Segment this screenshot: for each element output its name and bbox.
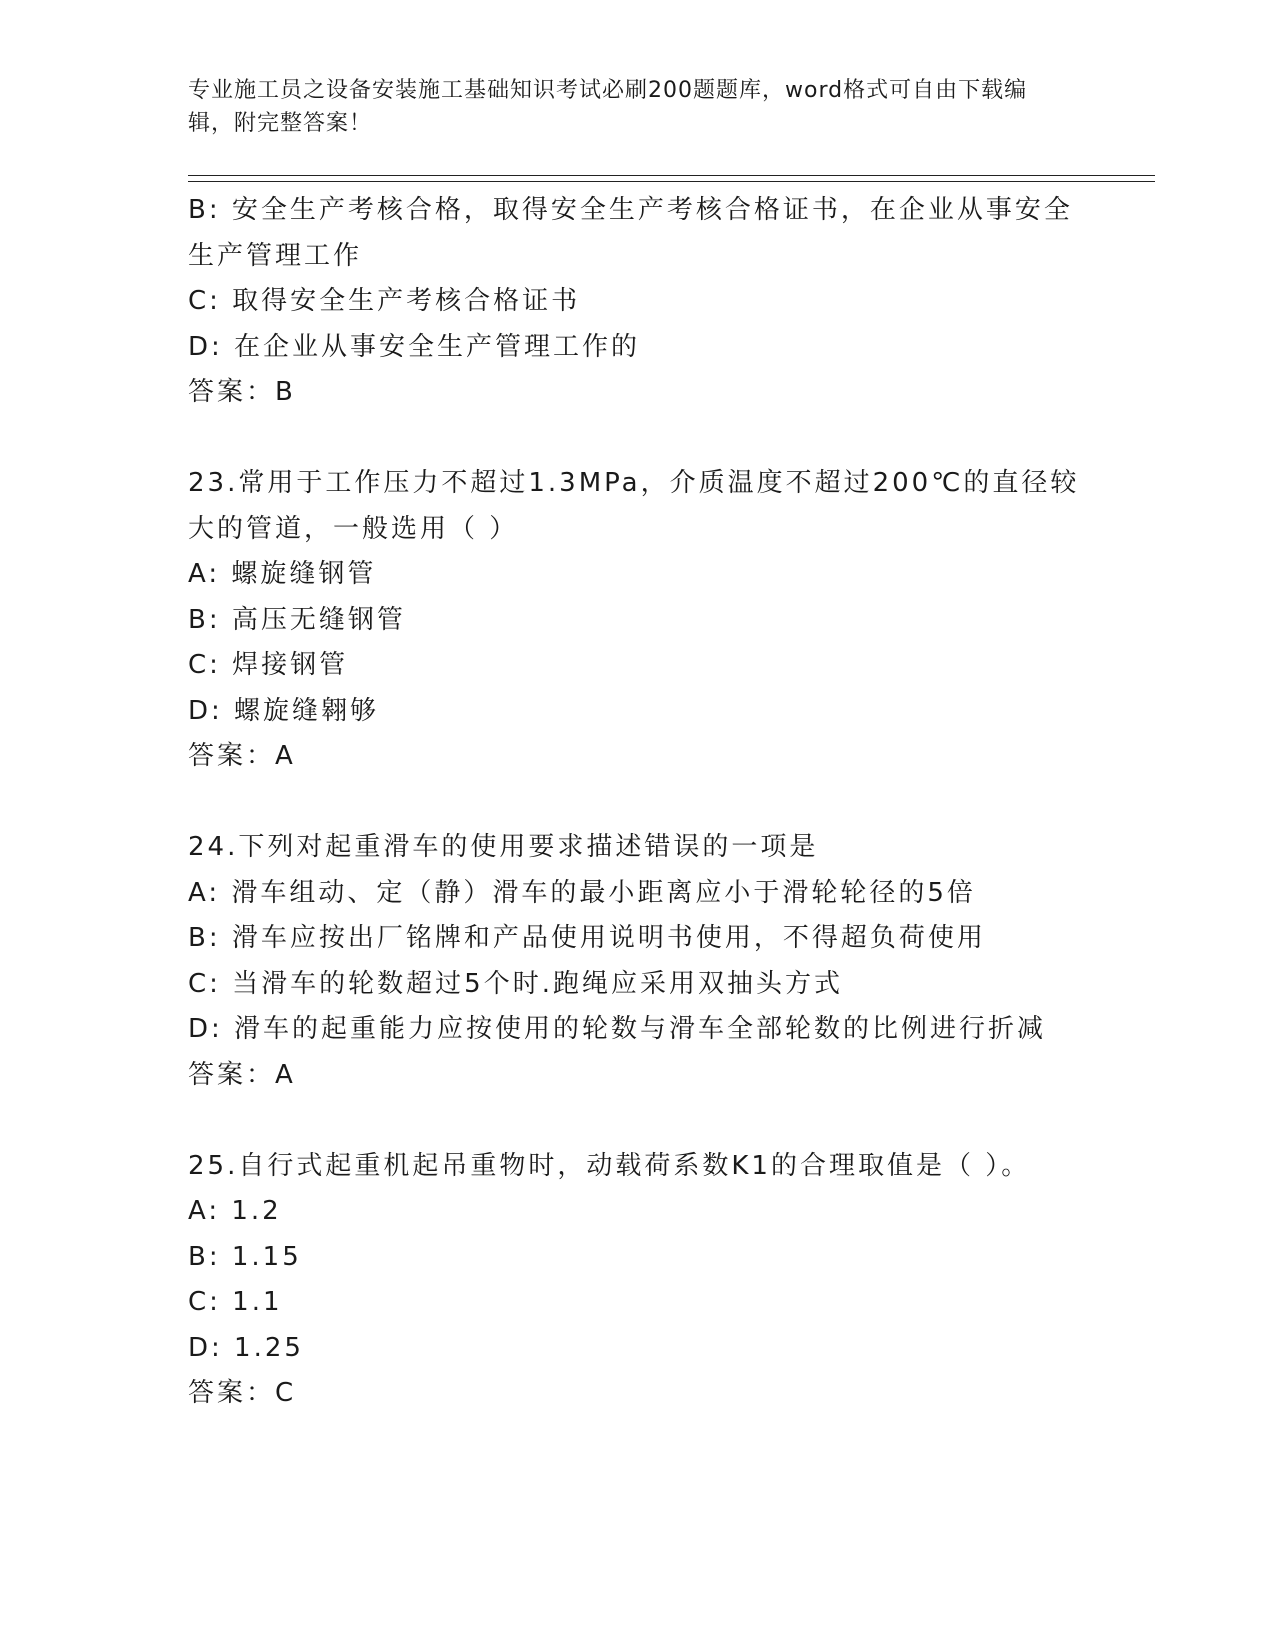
option-a: A: 1.2: [188, 1196, 282, 1226]
option-c: C: 1.1: [188, 1287, 283, 1317]
spacer: [188, 780, 1088, 826]
document-body: [188, 188, 1088, 1417]
answer-line: 答案：C: [188, 1378, 297, 1408]
option-d: D: 螺旋缝翱够: [188, 695, 380, 726]
document-header: 专业施工员之设备安装施工基础知识考试必刷200题题库，word格式可自由下载编辑，附完整答案！: [188, 78, 1028, 136]
question-24: [188, 825, 1088, 1098]
option-d: D: 滑车的起重能力应按使用的轮数与滑车全部轮数的比例进行折减: [188, 1014, 1047, 1044]
answer-line: 答案：B: [188, 377, 296, 407]
option-b: B: 高压无缝钢管: [188, 604, 406, 635]
answer-line: 答案：A: [188, 741, 296, 771]
question-stem: 23.常用于工作压力不超过1.3MPa，介质温度不超过200℃的直径较大的管道，一般选用（ ）: [188, 468, 1080, 544]
spacer: [188, 1098, 1088, 1144]
option-b: B: 安全生产考核合格，取得安全生产考核合格证书，在企业从事安全生产管理工作: [188, 195, 1073, 271]
header-rule-bottom: [188, 181, 1155, 182]
question-stem: 24.下列对起重滑车的使用要求描述错误的一项是: [188, 832, 819, 862]
header-rule-top: [188, 175, 1155, 176]
option-a: A: 螺旋缝钢管: [188, 559, 377, 589]
option-c: C: 取得安全生产考核合格证书: [188, 286, 581, 316]
question-stem: 25.自行式起重机起吊重物时，动载荷系数K1的合理取值是（ ）。: [188, 1150, 1031, 1181]
spacer: [188, 416, 1088, 462]
option-c: C: 当滑车的轮数超过5个时.跑绳应采用双抽头方式: [188, 968, 843, 999]
question-23: [188, 461, 1088, 780]
option-d: D: 在企业从事安全生产管理工作的: [188, 331, 641, 362]
option-b: B: 1.15: [188, 1241, 302, 1272]
question-25: [188, 1144, 1088, 1417]
answer-line: 答案：A: [188, 1059, 296, 1090]
question-22-continued: [188, 188, 1088, 416]
option-b: B: 滑车应按出厂铭牌和产品使用说明书使用，不得超负荷使用: [188, 923, 986, 953]
option-a: A: 滑车组动、定（静）滑车的最小距离应小于滑轮轮径的5倍: [188, 877, 976, 908]
option-d: D: 1.25: [188, 1332, 304, 1363]
option-c: C: 焊接钢管: [188, 650, 349, 680]
